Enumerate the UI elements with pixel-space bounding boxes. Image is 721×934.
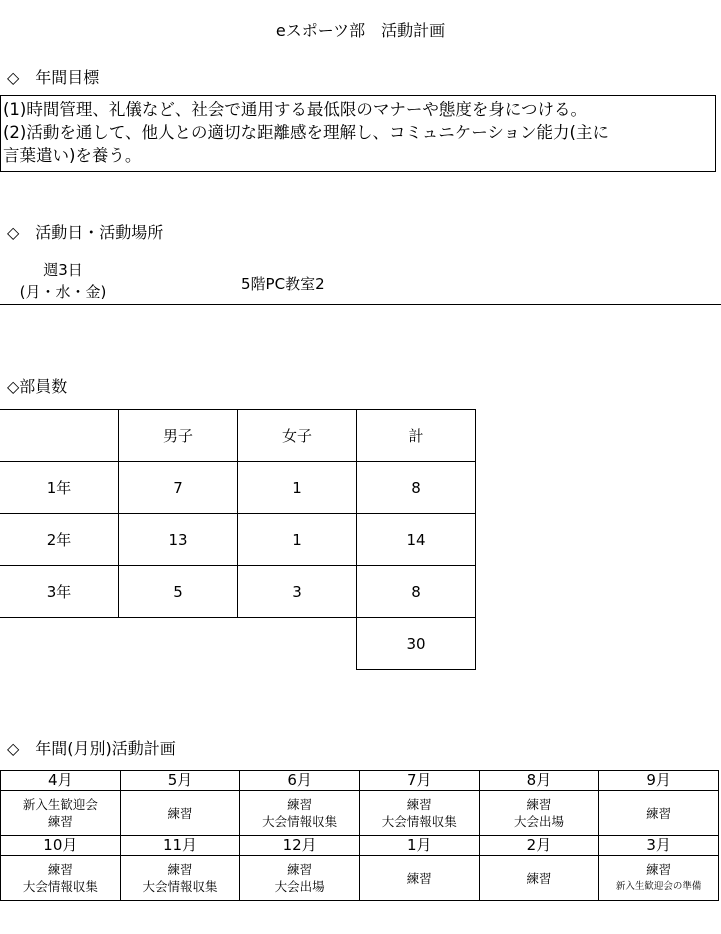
table-cell: 14 (357, 514, 476, 566)
month-cell: 4月 (1, 771, 121, 791)
activity-line: 練習 (47, 862, 73, 877)
month-cell: 11月 (120, 836, 240, 856)
month-cell: 6月 (240, 771, 360, 791)
plan-heading: ◇ 年間(月別)活動計画 (7, 739, 176, 758)
divider (0, 304, 721, 305)
monthly-plan-table (0, 770, 719, 901)
activity-line: 練習 (287, 797, 313, 812)
activity-line: 新入生歓迎会の準備 (615, 881, 702, 892)
activity-cell (359, 856, 479, 901)
table-header-cell: 女子 (238, 410, 357, 462)
activity-place: 5階PC教室2 (241, 275, 325, 293)
table-row (0, 462, 476, 514)
table-cell (0, 618, 119, 670)
members-heading: ◇部員数 (7, 377, 68, 396)
days-weekdays: (月・水・金) (19, 283, 107, 301)
table-row (0, 566, 476, 618)
activity-line: 大会出場 (513, 814, 564, 829)
table-cell: 2年 (0, 514, 119, 566)
month-cell: 7月 (359, 771, 479, 791)
month-cell: 9月 (599, 771, 719, 791)
activity-cell (120, 856, 240, 901)
month-cell: 10月 (1, 836, 121, 856)
goal-line: (2)活動を通して、他人との適切な距離感を理解し、コミュニケーション能力(主に (3, 123, 609, 142)
goal-line: 言葉遣い)を養う。 (3, 146, 142, 165)
month-row (1, 771, 719, 791)
table-cell: 1 (238, 462, 357, 514)
activity-line: 大会情報収集 (142, 879, 218, 894)
month-cell: 5月 (120, 771, 240, 791)
table-header-row (0, 410, 476, 462)
activity-line: 練習 (646, 862, 672, 877)
table-cell: 7 (119, 462, 238, 514)
activity-cell (479, 856, 599, 901)
month-cell: 8月 (479, 771, 599, 791)
table-header-cell: 計 (357, 410, 476, 462)
table-cell: 8 (357, 462, 476, 514)
activity-line: 大会情報収集 (22, 879, 98, 894)
activity-heading: ◇ 活動日・活動場所 (7, 223, 164, 242)
activity-days (8, 259, 118, 303)
activity-line: 練習 (526, 870, 552, 886)
table-cell: 1 (238, 514, 357, 566)
activity-line: 練習 (167, 805, 193, 821)
activity-cell (599, 856, 719, 901)
activity-line: 練習 (287, 862, 313, 877)
activity-line: 新入生歓迎会 (22, 797, 98, 812)
month-row (1, 836, 719, 856)
month-cell: 1月 (359, 836, 479, 856)
total-row (0, 618, 476, 670)
table-cell: 3年 (0, 566, 119, 618)
days-count: 週3日 (43, 261, 83, 279)
table-cell: 3 (238, 566, 357, 618)
table-row (0, 514, 476, 566)
month-cell: 12月 (240, 836, 360, 856)
month-cell: 3月 (599, 836, 719, 856)
table-cell: 1年 (0, 462, 119, 514)
activity-line: 大会情報収集 (381, 814, 457, 829)
activity-row (1, 856, 719, 901)
table-cell: 13 (119, 514, 238, 566)
activity-line: 練習 (47, 814, 73, 829)
activity-line: 大会情報収集 (262, 814, 338, 829)
table-cell: 8 (357, 566, 476, 618)
goals-heading: ◇ 年間目標 (7, 68, 100, 87)
goals-box (0, 95, 716, 172)
activity-cell (240, 791, 360, 836)
table-cell: 5 (119, 566, 238, 618)
activity-cell (599, 791, 719, 836)
activity-cell (479, 791, 599, 836)
activity-line: 練習 (406, 797, 432, 812)
page-title: eスポーツ部 活動計画 (275, 21, 446, 40)
table-cell (119, 618, 238, 670)
activity-cell (240, 856, 360, 901)
activity-line: 練習 (406, 870, 432, 886)
activity-line: 大会出場 (274, 879, 325, 894)
table-header-cell: 男子 (119, 410, 238, 462)
members-table (0, 409, 476, 670)
activity-line: 練習 (167, 862, 193, 877)
month-cell: 2月 (479, 836, 599, 856)
activity-cell (1, 791, 121, 836)
activity-row (1, 791, 719, 836)
activity-cell (1, 856, 121, 901)
table-cell (238, 618, 357, 670)
activity-line: 練習 (646, 805, 672, 821)
activity-cell (120, 791, 240, 836)
table-header-cell (0, 410, 119, 462)
activity-line: 練習 (526, 797, 552, 812)
total-cell: 30 (357, 618, 476, 670)
goal-line: (1)時間管理、礼儀など、社会で通用する最低限のマナーや態度を身につける。 (3, 100, 588, 119)
activity-cell (359, 791, 479, 836)
